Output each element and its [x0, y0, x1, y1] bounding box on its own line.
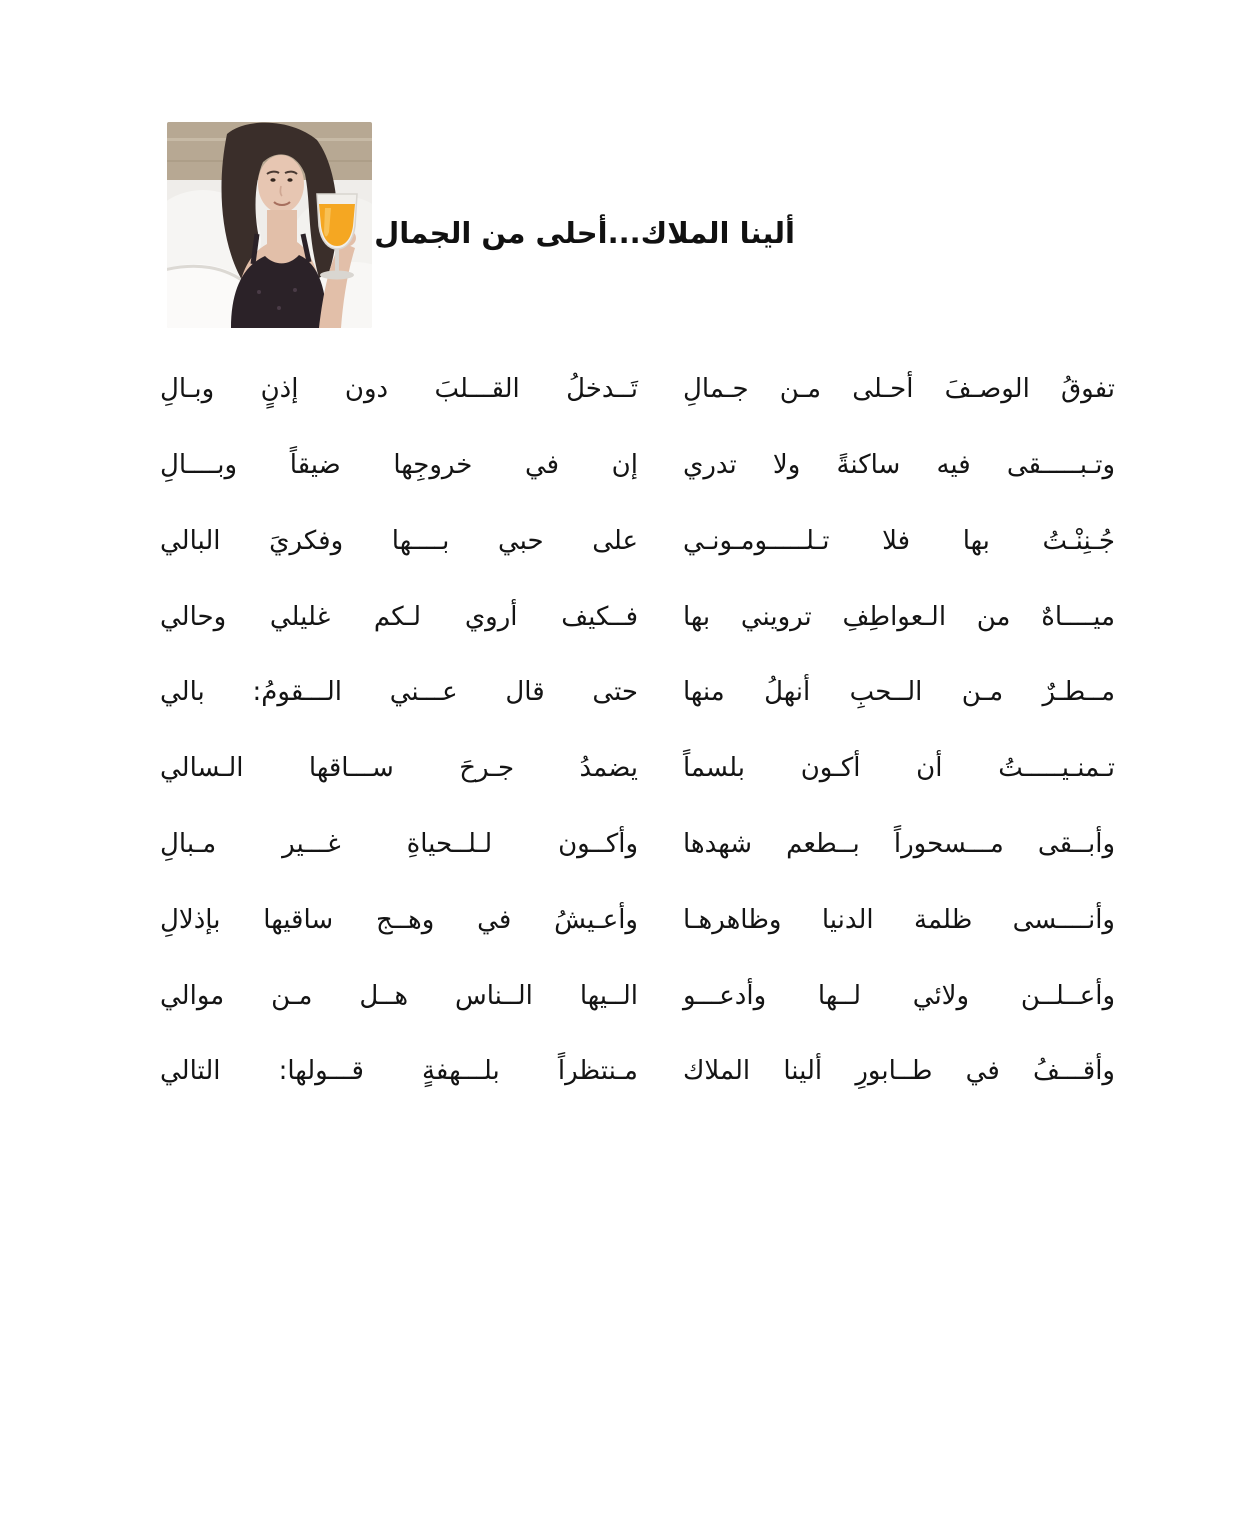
verse-9-first-hemistich: وأعــلــن ولائي لــها وأدعـــو [683, 980, 1115, 1011]
verse-10-first-hemistich: وأقـــفُ في طــابورِ ألينا الملاك [683, 1056, 1115, 1087]
verse-1-second-hemistich: تَــدخلُ القـــلبَ دون إذنٍ وبـالِ [160, 374, 638, 405]
verse-row [160, 807, 1115, 883]
verse-row [160, 958, 1115, 1034]
verse-5-first-hemistich: مــطـرٌ مـن الــحبِ أنهلُ منها [683, 677, 1115, 708]
verse-row [160, 1034, 1115, 1110]
camisole-dot2 [277, 306, 281, 310]
verse-row [160, 352, 1115, 428]
glass-base [320, 271, 354, 280]
verse-3-second-hemistich: على حبي بــــها وفكريَ البالي [160, 525, 638, 556]
poem [160, 352, 1115, 1110]
verse-row [160, 504, 1115, 580]
verse-2-second-hemistich: إن في خروجِها ضيقاً وبــــالِ [160, 450, 638, 481]
camisole-dot1 [257, 290, 261, 294]
verse-5-second-hemistich: حتى قال عـــني الـــقومُ: بالي [160, 677, 638, 708]
verse-4-first-hemistich: ميــــاهٌ من الـعواطِفِ ترويني بها [683, 601, 1115, 632]
verse-7-first-hemistich: وأبــقى مـــسحوراً بــطعم شهدها [683, 829, 1115, 860]
verse-6-first-hemistich: تـمنـيـــــتُ أن أكـون بلسماً [683, 753, 1115, 784]
verse-10-second-hemistich: مـنتظراً بلـــهفةٍ قـــولها: التالي [160, 1056, 638, 1087]
page-title: ألينا الملاك...أحلى من الجمال [374, 216, 795, 250]
verse-4-second-hemistich: فــكيف أروي لـكم غليلي وحالي [160, 601, 638, 632]
verse-2-first-hemistich: وتـبـــــقى فيه ساكنةً ولا تدري [683, 450, 1115, 481]
verse-8-second-hemistich: وأعـيشُ في وهــج ساقيها بإذلالِ [160, 904, 638, 935]
camisole-dot3 [293, 288, 297, 292]
verse-3-first-hemistich: جُـنِنْـتُ بها فلا تـلـــــومـونـي [683, 525, 1115, 556]
verse-7-second-hemistich: وأكــون لـلــحياةِ غـــير مـبالِ [160, 829, 638, 860]
verse-8-first-hemistich: وأنــــسى ظلمة الدنيا وظاهرهـا [683, 904, 1115, 935]
verse-row [160, 883, 1115, 959]
verse-1-first-hemistich: تفوقُ الوصـفَ أحـلى مـن جـمالِ [683, 374, 1115, 405]
verse-row [160, 655, 1115, 731]
eye-right [287, 178, 292, 182]
verse-row [160, 731, 1115, 807]
woman-with-orange-juice-illustration [167, 122, 372, 328]
verse-9-second-hemistich: الــيها الــناس هــل مـن موالي [160, 980, 638, 1011]
verse-row [160, 579, 1115, 655]
verse-row [160, 428, 1115, 504]
glass-stem [335, 249, 339, 273]
eye-left [270, 178, 275, 182]
verse-6-second-hemistich: يضمدُ جـرحَ ســـاقها الـسالي [160, 753, 638, 784]
profile-photo [167, 122, 372, 328]
